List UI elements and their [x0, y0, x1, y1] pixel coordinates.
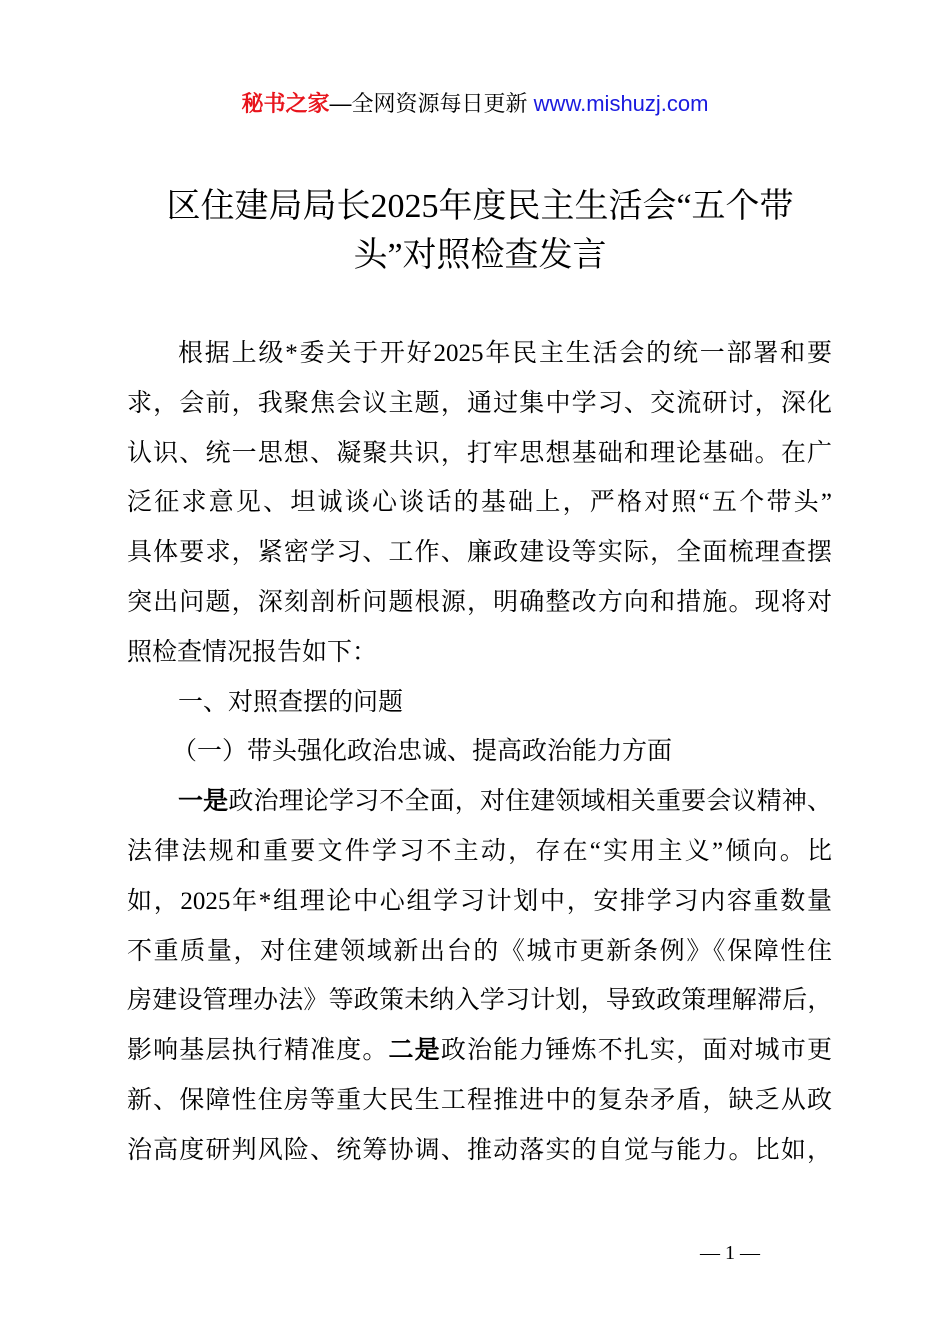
paragraph-line — [127, 329, 832, 379]
text-segment: 法律法规和重要文件学习不主动，存在“实用主义”倾向。比 — [127, 837, 832, 865]
subsection-heading — [127, 727, 832, 777]
text-segment: 房建设管理办法》等政策未纳入学习计划，导致政策理解滞后， — [127, 987, 833, 1015]
text-segment: 不重质量，对住建领域新出台的《城市更新条例》《保障性住 — [127, 937, 832, 965]
text-segment: 认识、统一思想、凝聚共识，打牢思想基础和理论基础。在广 — [127, 439, 832, 467]
text-segment: 一、对照查摆的问题 — [178, 688, 404, 716]
paragraph-line — [127, 777, 832, 827]
page-number: — 1 — — [700, 1242, 760, 1264]
text-segment: 泛征求意见、坦诚谈心谈话的基础上，严格对照“五个带头” — [127, 489, 832, 517]
paragraph-line — [127, 528, 832, 578]
paragraph-line — [127, 1126, 832, 1176]
paragraph-line — [127, 628, 832, 678]
paragraph-line — [127, 578, 832, 628]
bold-lead-text: 二是 — [388, 1037, 441, 1065]
paragraph-line — [127, 927, 832, 977]
text-segment: 照检查情况报告如下： — [127, 638, 378, 666]
text-segment: 如，2025年*组理论中心组学习计划中，安排学习内容重数量 — [127, 887, 832, 915]
watermark-header — [0, 88, 950, 120]
text-segment: 求，会前，我聚焦会议主题，通过集中学习、交流研讨，深化 — [127, 389, 832, 417]
section-heading — [127, 678, 832, 728]
text-segment: 具体要求，紧密学习、工作、廉政建设等实际，全面梳理查摆 — [127, 539, 832, 567]
text-segment: 政治能力锤炼不扎实，面对城市更 — [440, 1037, 832, 1065]
paragraph-line — [127, 1076, 832, 1126]
text-segment: 突出问题，深刻剖析问题根源，明确整改方向和措施。现将对 — [127, 588, 832, 616]
title-line-2: 头”对照检查发言 — [353, 237, 607, 274]
paragraph-line — [127, 429, 832, 479]
title-line-1: 区住建局局长2025年度民主生活会“五个带 — [166, 188, 794, 225]
paragraph-line — [127, 478, 832, 528]
document-title — [120, 182, 840, 280]
text-segment: （一）带头强化政治忠诚、提高政治能力方面 — [172, 738, 673, 766]
text-segment: 影响基层执行精准度。 — [127, 1037, 389, 1065]
text-segment: 根据上级*委关于开好2025年民主生活会的统一部署和要 — [178, 340, 832, 367]
website-link[interactable]: www.mishuzj.com — [533, 91, 709, 116]
text-segment: 新、保障性住房等重大民生工程推进中的复杂矛盾，缺乏从政 — [127, 1086, 832, 1114]
paragraph-line — [127, 1026, 832, 1076]
brand-name: 秘书之家 — [241, 91, 330, 116]
paragraph-line — [127, 877, 832, 927]
paragraph-line — [127, 379, 832, 429]
document-body — [127, 329, 832, 1176]
text-segment: 政治理论学习不全面，对住建领域相关重要会议精神、 — [228, 788, 832, 816]
paragraph-line — [127, 827, 832, 877]
text-segment: 治高度研判风险、统筹协调、推动落实的自觉与能力。比如， — [127, 1136, 832, 1164]
paragraph-line — [127, 976, 832, 1026]
bold-lead-text: 一是 — [178, 788, 229, 816]
header-slogan: —全网资源每日更新 — [329, 91, 528, 116]
